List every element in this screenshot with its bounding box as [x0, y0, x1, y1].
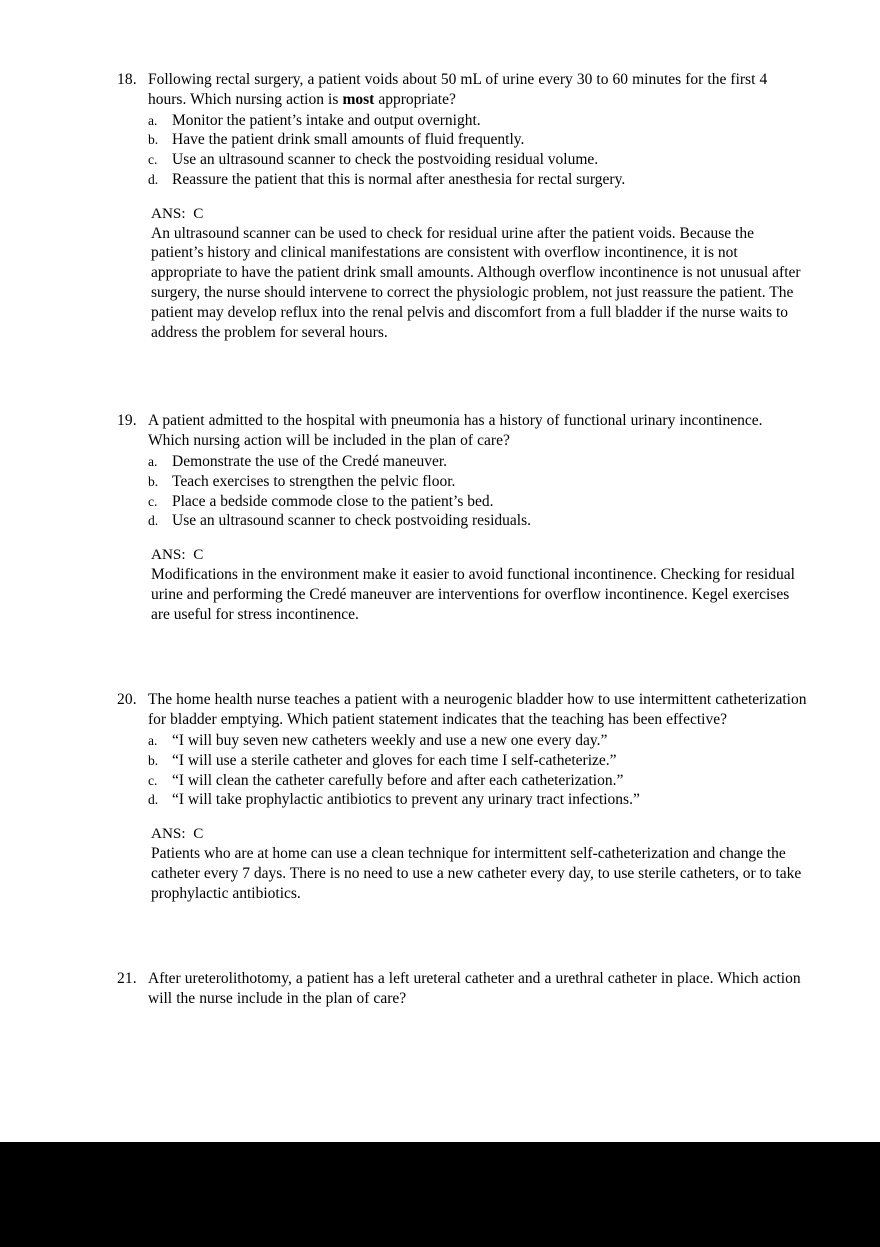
option-text: Reassure the patient that this is normal after anesthesia for rectal surgery.: [172, 170, 626, 188]
answer-label: ANS: C: [151, 546, 204, 564]
option-letter: c.: [148, 152, 158, 168]
question-stem: After ureterolithotomy, a patient has a left ureteral catheter and a urethral catheter in place. Which action will the nurse include in the plan of care?: [148, 970, 801, 1008]
option-text: Place a bedside commode close to the patient’s bed.: [172, 492, 494, 510]
options-list: [117, 111, 807, 190]
answer-label: ANS: C: [151, 825, 204, 843]
option-row[interactable]: [148, 170, 807, 190]
option-row[interactable]: [148, 511, 807, 531]
option-letter: d.: [148, 513, 159, 529]
answer-block: [117, 824, 807, 903]
block-spacer: [117, 624, 807, 690]
option-text: “I will take prophylactic antibiotics to prevent any urinary tract infections.”: [172, 791, 640, 809]
question-stem: The home health nurse teaches a patient with a neurogenic bladder how to use intermittent catheterization for bladder emptying. Which patient statement indicates that the teaching has been effective?: [148, 691, 807, 729]
answer-label: ANS: C: [151, 204, 204, 222]
question-block-19: [117, 411, 807, 624]
option-row[interactable]: [148, 130, 807, 150]
option-text: Have the patient drink small amounts of fluid frequently.: [172, 131, 525, 149]
answer-rationale: Patients who are at home can use a clean technique for intermittent self-catheterization and change the catheter every 7 days. There is no need to use a new catheter every day, to use sterile catheters, or to take prophylactic antibiotics.: [151, 844, 802, 902]
option-row[interactable]: [148, 472, 807, 492]
option-text: “I will buy seven new catheters weekly and use a new one every day.”: [172, 731, 608, 749]
question-stem-part2: appropriate?: [374, 90, 456, 108]
option-letter: d.: [148, 792, 159, 808]
option-letter: b.: [148, 473, 159, 489]
option-row[interactable]: [148, 751, 807, 771]
question-number: 19.: [117, 412, 137, 430]
option-row[interactable]: [148, 111, 807, 131]
option-text: Teach exercises to strengthen the pelvic floor.: [172, 472, 456, 490]
option-letter: d.: [148, 171, 159, 187]
question-stem-row: [117, 969, 807, 1009]
option-letter: b.: [148, 132, 159, 148]
block-spacer: [117, 903, 807, 969]
question-stem-part1: Following rectal surgery, a patient voids about 50 mL of urine every 30 to 60 minutes for the first 4 hours. Which nursing action is: [148, 71, 768, 108]
option-letter: a.: [148, 453, 158, 469]
answer-rationale: Modifications in the environment make it easier to avoid functional incontinence. Checking for residual urine and performing the Credé maneuver are interventions for overflow incontinence. Kegel exercises are useful for stress incontinence.: [151, 565, 795, 623]
scan-footer-bar: [0, 1142, 880, 1247]
question-block-18: [117, 70, 807, 342]
question-number: 21.: [117, 970, 137, 988]
option-text: Use an ultrasound scanner to check postvoiding residuals.: [172, 512, 531, 530]
answer-block: [117, 204, 807, 343]
question-stem-row: [117, 70, 807, 110]
option-letter: a.: [148, 732, 158, 748]
option-letter: c.: [148, 493, 158, 509]
option-letter: a.: [148, 112, 158, 128]
option-letter: b.: [148, 752, 159, 768]
option-text: “I will use a sterile catheter and gloves for each time I self-catheterize.”: [172, 751, 617, 769]
question-stem-row: [117, 690, 807, 730]
option-row[interactable]: [148, 771, 807, 791]
question-block-20: [117, 690, 807, 903]
page-content: [117, 70, 807, 1009]
options-list: [117, 452, 807, 531]
block-spacer: [117, 342, 807, 411]
answer-block: [117, 545, 807, 624]
option-text: Use an ultrasound scanner to check the postvoiding residual volume.: [172, 151, 599, 169]
option-text: Demonstrate the use of the Credé maneuver.: [172, 452, 448, 470]
option-text: “I will clean the catheter carefully before and after each catheterization.”: [172, 771, 624, 789]
question-stem-row: [117, 411, 807, 451]
question-number: 20.: [117, 691, 137, 709]
answer-rationale: An ultrasound scanner can be used to check for residual urine after the patient voids. Because the patient’s history and clinical manifestations are consistent with overflow incontinence, it is not appropriate to have the patient drink small amounts. Although overflow incontinence is not unusual after surgery, the nurse should intervene to correct the physiologic problem, not just reassure the patient. The patient may develop reflux into the renal pelvis and discomfort from a full bladder if the nurse waits to address the problem for several hours.: [151, 224, 801, 341]
option-row[interactable]: [148, 150, 807, 170]
options-list: [117, 731, 807, 810]
option-text: Monitor the patient’s intake and output overnight.: [172, 111, 481, 129]
option-letter: c.: [148, 772, 158, 788]
question-number: 18.: [117, 71, 137, 88]
question-stem-emphasis: most: [342, 90, 375, 108]
question-block-21: [117, 969, 807, 1009]
option-row[interactable]: [148, 452, 807, 472]
option-row[interactable]: [148, 790, 807, 810]
option-row[interactable]: [148, 492, 807, 512]
question-stem: [148, 70, 807, 110]
question-stem: A patient admitted to the hospital with pneumonia has a history of functional urinary incontinence. Which nursing action will be included in the plan of care?: [148, 412, 763, 450]
option-row[interactable]: [148, 731, 807, 751]
